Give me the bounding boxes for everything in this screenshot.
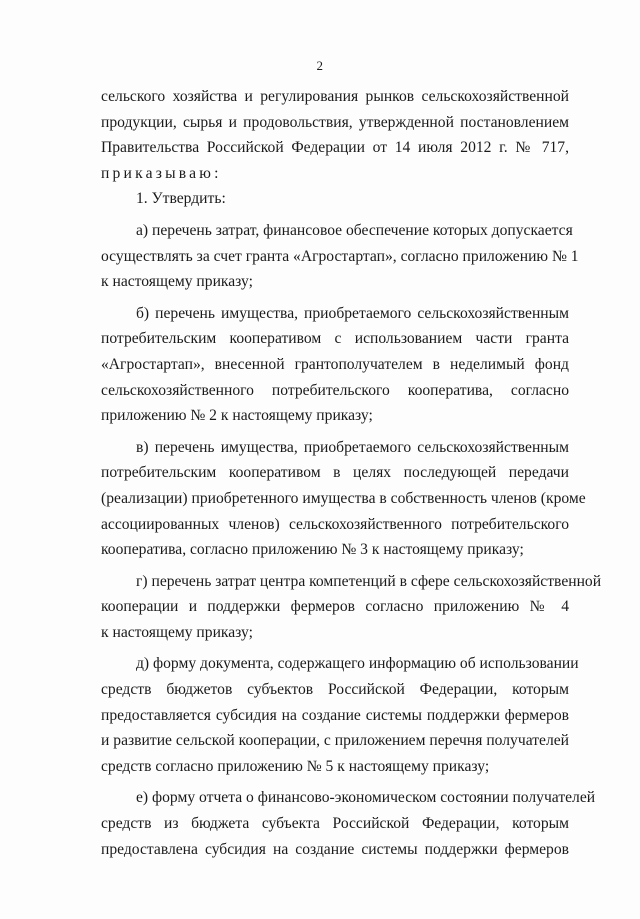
page-number: 2	[316, 58, 324, 73]
text-line: Правительства Российской Федерации от 14 июля 2012 г. № 717,	[101, 139, 569, 157]
text-line: кооперации и поддержки фермеров согласно приложению № 4	[101, 598, 569, 616]
text-line: «Агростартап», внесенной грантополучателем в неделимый фонд	[101, 355, 569, 373]
text-line: потребительским кооперативом в целях последующей передачи	[101, 464, 569, 482]
text-line: к настоящему приказу;	[101, 273, 253, 291]
text-line: к настоящему приказу;	[101, 623, 253, 641]
text-line: ассоциированных членов) сельскохозяйственного потребительского	[101, 515, 569, 533]
text-line: а) перечень затрат, финансовое обеспечение которых допускается	[136, 221, 573, 239]
text-line: осуществлять за счет гранта «Агростартап», согласно приложению № 1	[101, 247, 579, 265]
document-body	[101, 84, 602, 862]
text-line: в) перечень имущества, приобретаемого сельскохозяйственным	[136, 438, 569, 456]
text-line: потребительским кооперативом с использованием части гранта	[101, 330, 569, 348]
text-line: средств бюджетов субъектов Российской Федерации, которым	[101, 681, 569, 699]
text-line: 1. Утвердить:	[136, 190, 226, 208]
text-line: г) перечень затрат центра компетенций в сфере сельскохозяйственной	[136, 572, 602, 590]
text-line: е) форму отчета о финансово-экономическом состоянии получателей	[136, 789, 596, 807]
text-line: сельского хозяйства и регулирования рынков сельскохозяйственной	[101, 88, 569, 105]
text-line: д) форму документа, содержащего информацию об использовании	[136, 655, 579, 673]
text-line: кооператива, согласно приложению № 3 к настоящему приказу;	[101, 541, 524, 559]
text-line: продукции, сырья и продовольствия, утвержденной постановлением	[101, 113, 569, 131]
order-word: приказываю:	[101, 164, 222, 182]
text-line: сельскохозяйственного потребительского кооператива, согласно	[101, 381, 569, 399]
text-line: (реализации) приобретенного имущества в собственность членов (кроме	[101, 489, 586, 507]
text-line: и развитие сельской кооперации, с приложением перечня получателей	[101, 732, 569, 750]
text-line: средств из бюджета субъекта Российской Федерации, которым	[101, 815, 569, 833]
text-line: б) перечень имущества, приобретаемого сельскохозяйственным	[136, 304, 569, 322]
text-line: приложению № 2 к настоящему приказу;	[101, 407, 373, 425]
text-line: предоставляется субсидия на создание системы поддержки фермеров	[101, 706, 569, 724]
text-line: предоставлена субсидия на создание системы поддержки фермеров	[101, 840, 569, 858]
text-line: средств согласно приложению № 5 к настоящему приказу;	[101, 757, 490, 775]
